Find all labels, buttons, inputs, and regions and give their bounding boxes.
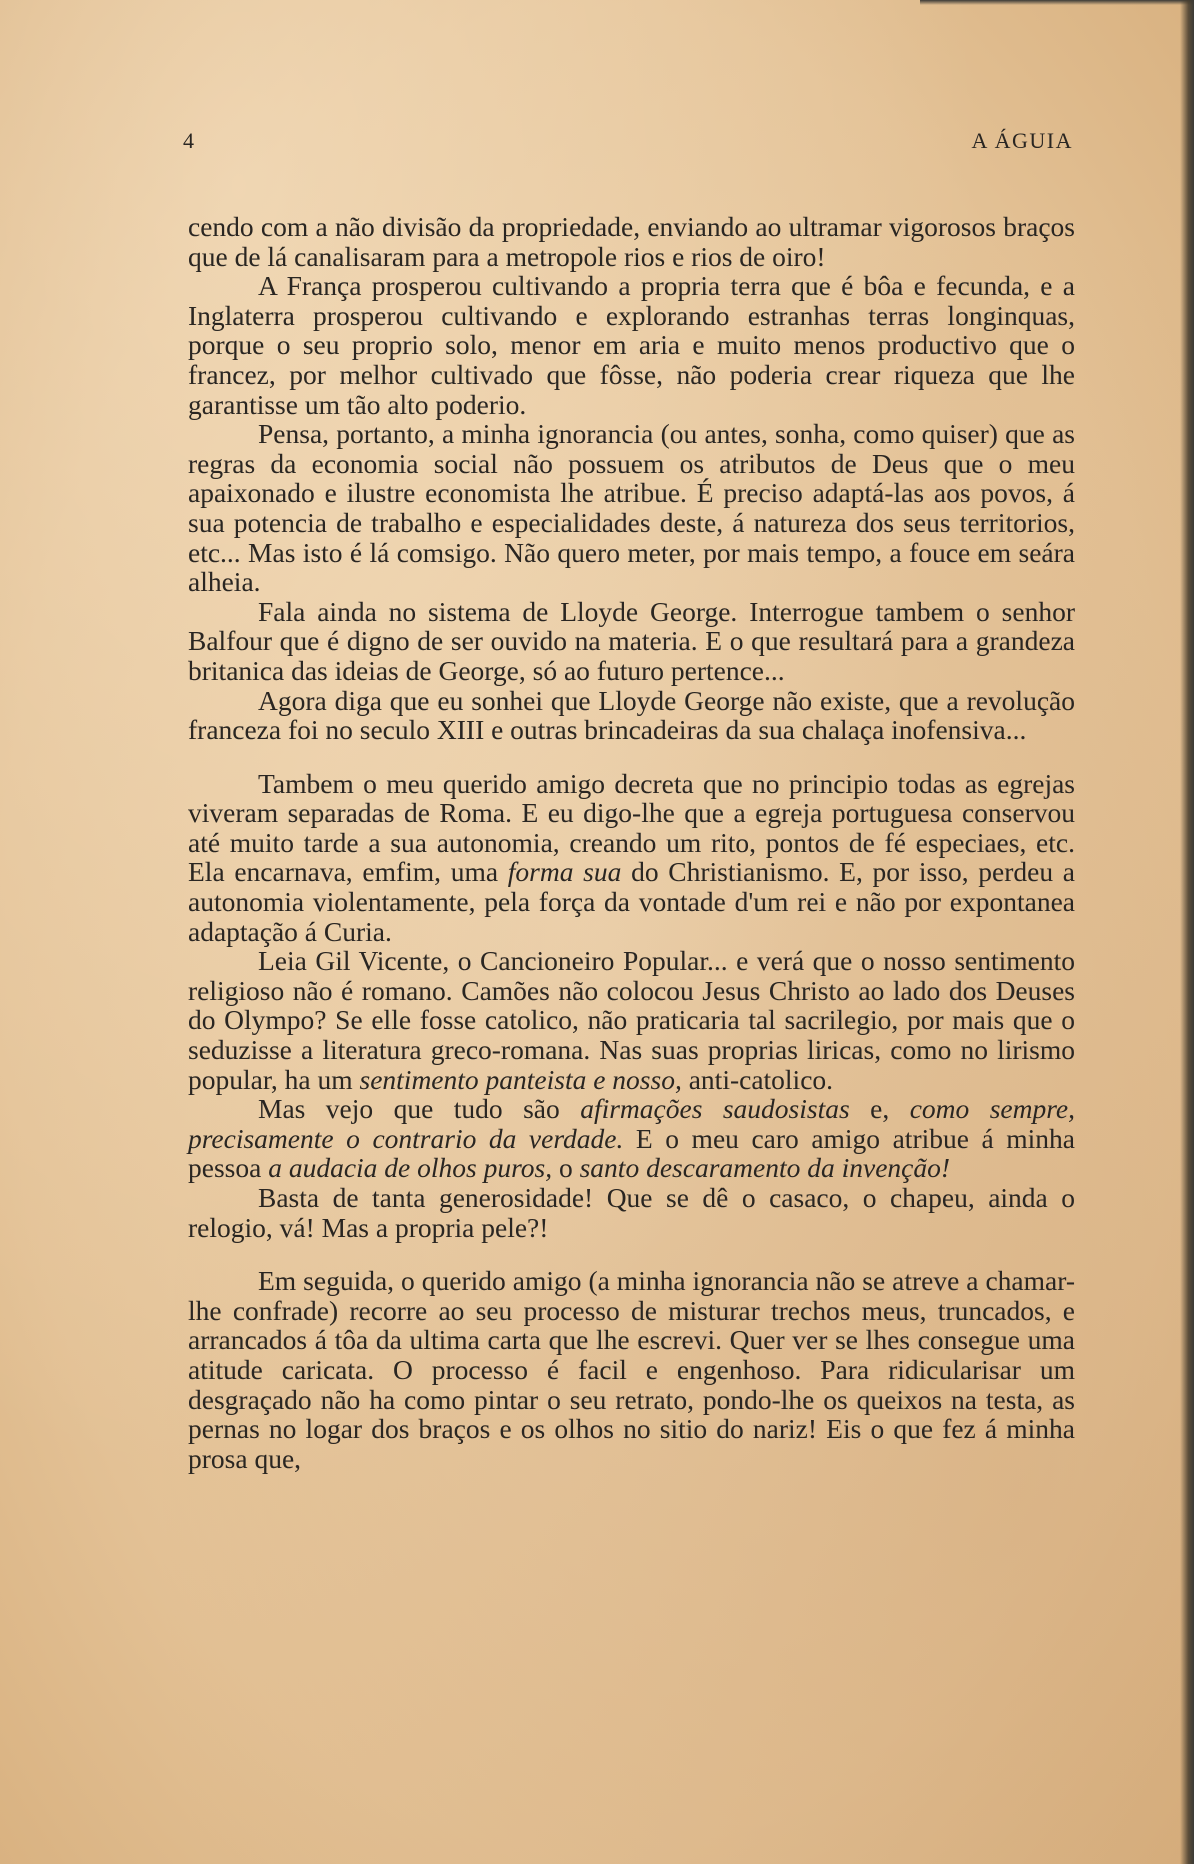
italic-phrase: santo descaramento da invenção!	[579, 1152, 951, 1184]
text-run: Mas vejo que tudo são	[258, 1093, 581, 1125]
paragraph-10: Em seguida, o querido amigo (a minha ignorancia não se atreve a chamar-lhe confrade) recorre ao seu processo de misturar trechos meus, truncados, e arrancados á tôa da ultima carta que lhe escrevi. Quer ver se lhes consegue uma atitude caricata. O processo é facil e engenhoso. Para ridicularisar um desgraçado não ha como pintar o seu retrato, pondo-lhe os queixos na testa, as pernas no logar dos braços e os olhos no sitio do nariz! Eis o que fez á minha prosa que,	[188, 1265, 1075, 1474]
page-number: 4	[183, 128, 195, 153]
page-edge-shadow-top	[920, 0, 1194, 5]
text-run: e,	[849, 1093, 910, 1125]
italic-phrase: forma sua	[507, 856, 622, 888]
section-gap	[188, 745, 1075, 769]
paragraph-2: A França prosperou cultivando a propria terra que é bôa e fecunda, e a Inglaterra prosperou cultivando e explorando estranhas terras longinquas, porque o seu proprio solo, menor em aria e muito menos productivo que o francez, por melhor cultivado que fôsse, não poderia crear riqueza que lhe garantisse um tão alto poderio.	[188, 270, 1075, 420]
paragraph-6	[188, 769, 1075, 947]
paragraph-5: Agora diga que eu sonhei que Lloyde George não existe, que a revolução franceza foi no seculo XIII e outras brincadeiras da sua chalaça inofensiva...	[188, 684, 1075, 746]
italic-phrase: sentimento panteista e nosso,	[359, 1063, 682, 1095]
page-edge-shadow-right	[1180, 0, 1194, 1864]
text-run: E o meu caro amigo atribue á minha pessoa	[188, 1122, 1075, 1184]
paragraph-8	[188, 1094, 1075, 1183]
paragraph-1: cendo com a não divisão da propriedade, enviando ao ultramar vigorosos braços que de lá canalisaram para a metropole rios e rios de oiro!	[188, 211, 1075, 272]
text-run: anti-catolico.	[681, 1063, 834, 1095]
text-run: do Christianismo. E, por isso, perdeu a autonomia violentamente, pela força da vontade d'um rei e não por expontanea adaptação á Curia.	[188, 856, 1075, 947]
journal-title: A ÁGUIA	[971, 128, 1073, 153]
paragraph-3: Pensa, portanto, a minha ignorancia (ou antes, sonha, como quiser) que as regras da economia social não possuem os atributos de Deus que o meu apaixonado e ilustre economista lhe atribue. É preciso adaptá-las aos povos, á sua potencia de trabalho e especialidades deste, á natureza dos seus territorios, etc... Mas isto é lá comsigo. Não quero meter, por mais tempo, a fouce em seára alheia.	[188, 418, 1075, 598]
text-run: Leia Gil Vicente, o Cancioneiro Popular... e verá que o nosso sentimento religioso não é romano. Camões não colocou Jesus Christo ao lado dos Deuses do Olympo? Se elle fosse catolico, não praticaria tal sacrilegio, por mais que o seduzisse a literatura greco-romana. Nas suas proprias liricas, como no lirismo popular, ha um	[188, 945, 1075, 1095]
italic-phrase: como sempre, precisamente o contrario da verdade.	[188, 1093, 1075, 1154]
text-run: Tambem o meu querido amigo decreta que no principio todas as egrejas viveram separadas de Roma. E eu digo-lhe que a egreja portuguesa conservou até muito tarde a sua autonomia, creando um rito, pontos de fé especiaes, etc. Ela encarnava, emfim, uma	[188, 767, 1075, 888]
body-text	[188, 212, 1075, 1473]
section-gap	[188, 1242, 1075, 1266]
text-run: o	[552, 1152, 580, 1184]
italic-phrase: afirmações saudosistas	[580, 1093, 850, 1125]
italic-phrase: a audacia de olhos puros,	[268, 1152, 553, 1184]
running-head	[183, 128, 1073, 158]
paragraph-7	[188, 946, 1075, 1094]
paragraph-4: Fala ainda no sistema de Lloyde George. Interrogue tambem o senhor Balfour que é digno de ser ouvido na materia. E o que resultará para a grandeza britanica das ideias de George, só ao futuro pertence...	[188, 595, 1075, 686]
paragraph-9: Basta de tanta generosidade! Que se dê o casaco, o chapeu, ainda o relogio, vá! Mas a propria pele?!	[188, 1182, 1075, 1243]
